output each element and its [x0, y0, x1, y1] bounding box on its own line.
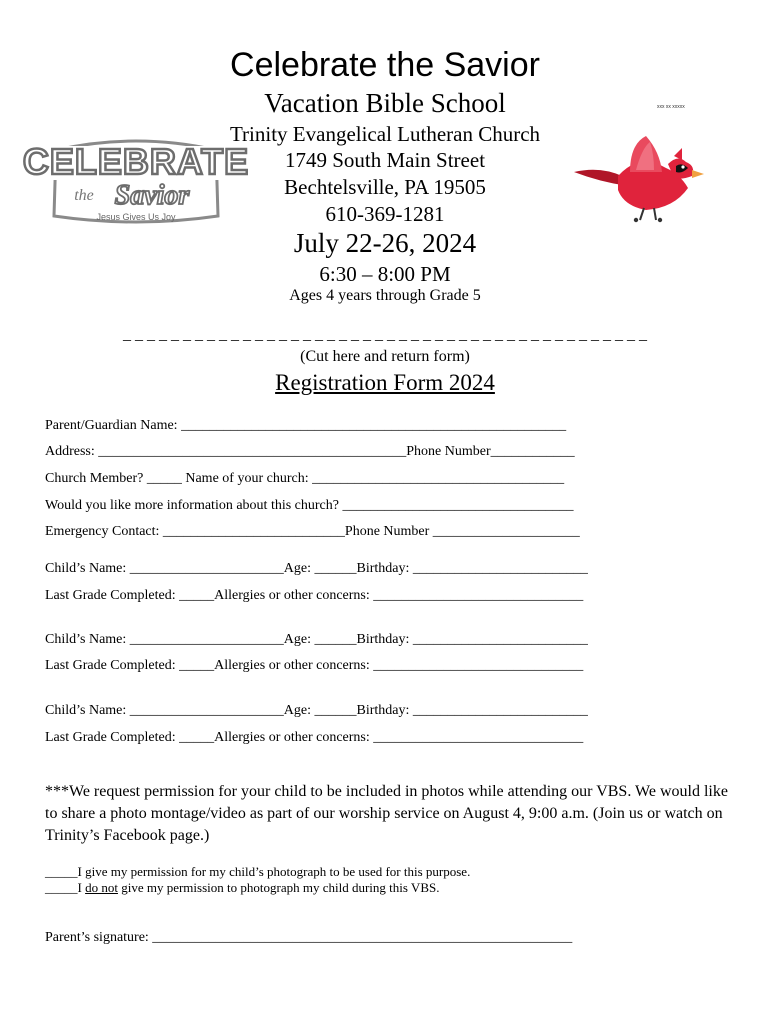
logo-the-text: the: [74, 187, 94, 204]
city-state-zip: Bechtelsville, PA 19505: [284, 175, 486, 199]
child-1-grade-allergies-field[interactable]: Last Grade Completed: _____Allergies or other concerns: ______________________________: [45, 588, 584, 603]
cut-line: _ _ _ _ _ _ _ _ _ _ _ _ _ _ _ _ _ _ _ _ _ _ _ _ _ _ _ _ _ _ _ _ _ _ _ _ _ _ _ _ _ _ _ _: [123, 326, 647, 343]
permission-yes-line[interactable]: _____I give my permission for my child’s photograph to be used for this purpose.: [45, 864, 471, 879]
logo-tagline: Jesus Gives Us Joy: [96, 212, 176, 222]
street-address: 1749 South Main Street: [284, 148, 486, 172]
permission-no-emphasis: do not: [85, 880, 118, 895]
event-dates: July 22-26, 2024: [293, 228, 477, 258]
logo-celebrate-text: CELEBRATE: [22, 141, 250, 182]
celebrate-the-savior-logo: [22, 128, 250, 236]
permission-no-line[interactable]: [45, 880, 439, 896]
church-phone: 610-369-1281: [325, 202, 445, 226]
permission-no-prefix: _____I: [45, 880, 86, 895]
cut-note: (Cut here and return form): [300, 348, 470, 365]
page-title: Celebrate the Savior: [230, 46, 540, 84]
age-range: Ages 4 years through Grade 5: [289, 287, 481, 304]
emergency-contact-field[interactable]: Emergency Contact: __________________________Phone Number _____________________: [45, 524, 580, 539]
form-heading: Registration Form 2024: [275, 370, 495, 395]
photo-permission-text: ***We request permission for your child to be included in photos while attending our VBS. We would like to share a photo montage/video as part of our worship service on August 4, 9:00 a.m. (Join us or watch on Trinity’s Facebook page.): [45, 783, 728, 844]
church-member-field[interactable]: Church Member? _____ Name of your church: ____________________________________: [45, 471, 565, 486]
more-info-field[interactable]: Would you like more information about this church? _________________________________: [45, 498, 574, 513]
cardinal-bird-icon: [570, 132, 710, 224]
child-2-grade-allergies-field[interactable]: Last Grade Completed: _____Allergies or other concerns: ______________________________: [45, 658, 584, 673]
event-time: 6:30 – 8:00 PM: [319, 262, 451, 286]
program-name: Vacation Bible School: [264, 88, 506, 118]
child-2-name-field[interactable]: Child’s Name: ______________________Age: ______Birthday: _________________________: [45, 632, 588, 647]
address-phone-field[interactable]: Address: ____________________________________________Phone Number____________: [45, 444, 575, 459]
parent-guardian-field[interactable]: Parent/Guardian Name: _______________________________________________________: [45, 418, 567, 433]
parent-signature-field[interactable]: Parent’s signature: ____________________________________________________________: [45, 930, 573, 945]
church-name: Trinity Evangelical Lutheran Church: [229, 122, 541, 146]
child-3-name-field[interactable]: Child’s Name: ______________________Age: ______Birthday: _________________________: [45, 703, 588, 718]
tiny-caption: xxx xx xxxxx: [657, 104, 685, 110]
child-1-name-field[interactable]: Child’s Name: ______________________Age: ______Birthday: _________________________: [45, 561, 588, 576]
child-3-grade-allergies-field[interactable]: Last Grade Completed: _____Allergies or other concerns: ______________________________: [45, 730, 584, 745]
logo-savior-text: Savior: [114, 180, 190, 211]
permission-no-suffix: give my permission to photograph my child during this VBS.: [117, 880, 440, 895]
